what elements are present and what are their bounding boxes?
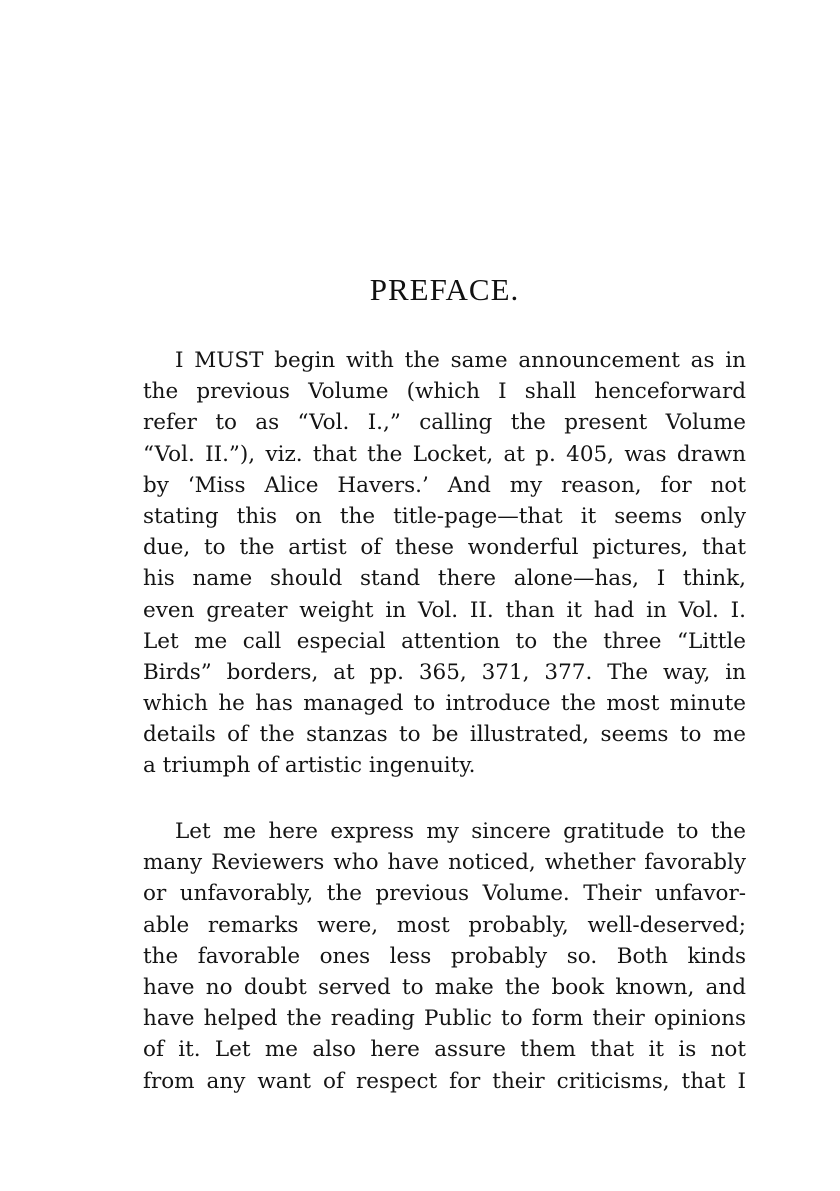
text-line: due, to the artist of these wonderful pictures, that <box>143 535 746 561</box>
page-title: PREFACE. <box>369 272 520 307</box>
text-line: many Reviewers who have noticed, whether favorably <box>143 850 746 876</box>
text-line: his name should stand there alone—has, I think, <box>143 566 746 592</box>
text-line: refer to as “Vol. I.,” calling the present Volume <box>143 410 746 436</box>
text-line: which he has managed to introduce the most minute <box>143 691 746 717</box>
text-line: Birds” borders, at pp. 365, 371, 377. The way, in <box>143 659 746 685</box>
text-line: able remarks were, most probably, well-deserved; <box>143 912 746 938</box>
text-line: stating this on the title-page—that it seems only <box>143 503 746 529</box>
text-line: have no doubt served to make the book known, and <box>143 974 746 1000</box>
text-line: a triumph of artistic ingenuity. <box>143 753 476 779</box>
text-line: Let me here express my sincere gratitude to the <box>175 819 746 844</box>
text-line: the previous Volume (which I shall henceforward <box>143 379 746 405</box>
paragraph-2 <box>143 816 746 1097</box>
text-line: I MUST begin with the same announcement as in <box>175 348 746 373</box>
text-line: the favorable ones less probably so. Both kinds <box>143 943 746 969</box>
text-line: have helped the reading Public to form their opinions <box>143 1006 746 1032</box>
text-line: of it. Let me also here assure them that it is not <box>143 1037 746 1063</box>
text-line: even greater weight in Vol. II. than it had in Vol. I. <box>143 597 746 623</box>
paragraph-1 <box>143 345 746 782</box>
text-line: from any want of respect for their criticisms, that I <box>143 1068 746 1094</box>
text-line: Let me call especial attention to the three “Little <box>143 628 746 654</box>
text-line: or unfavorably, the previous Volume. Their unfavor- <box>143 881 746 907</box>
text-line: details of the stanzas to be illustrated, seems to me <box>143 722 746 748</box>
text-line: by ‘Miss Alice Havers.’ And my reason, for not <box>143 472 746 498</box>
text-line: “Vol. II.”), viz. that the Locket, at p. 405, was drawn <box>143 441 746 467</box>
